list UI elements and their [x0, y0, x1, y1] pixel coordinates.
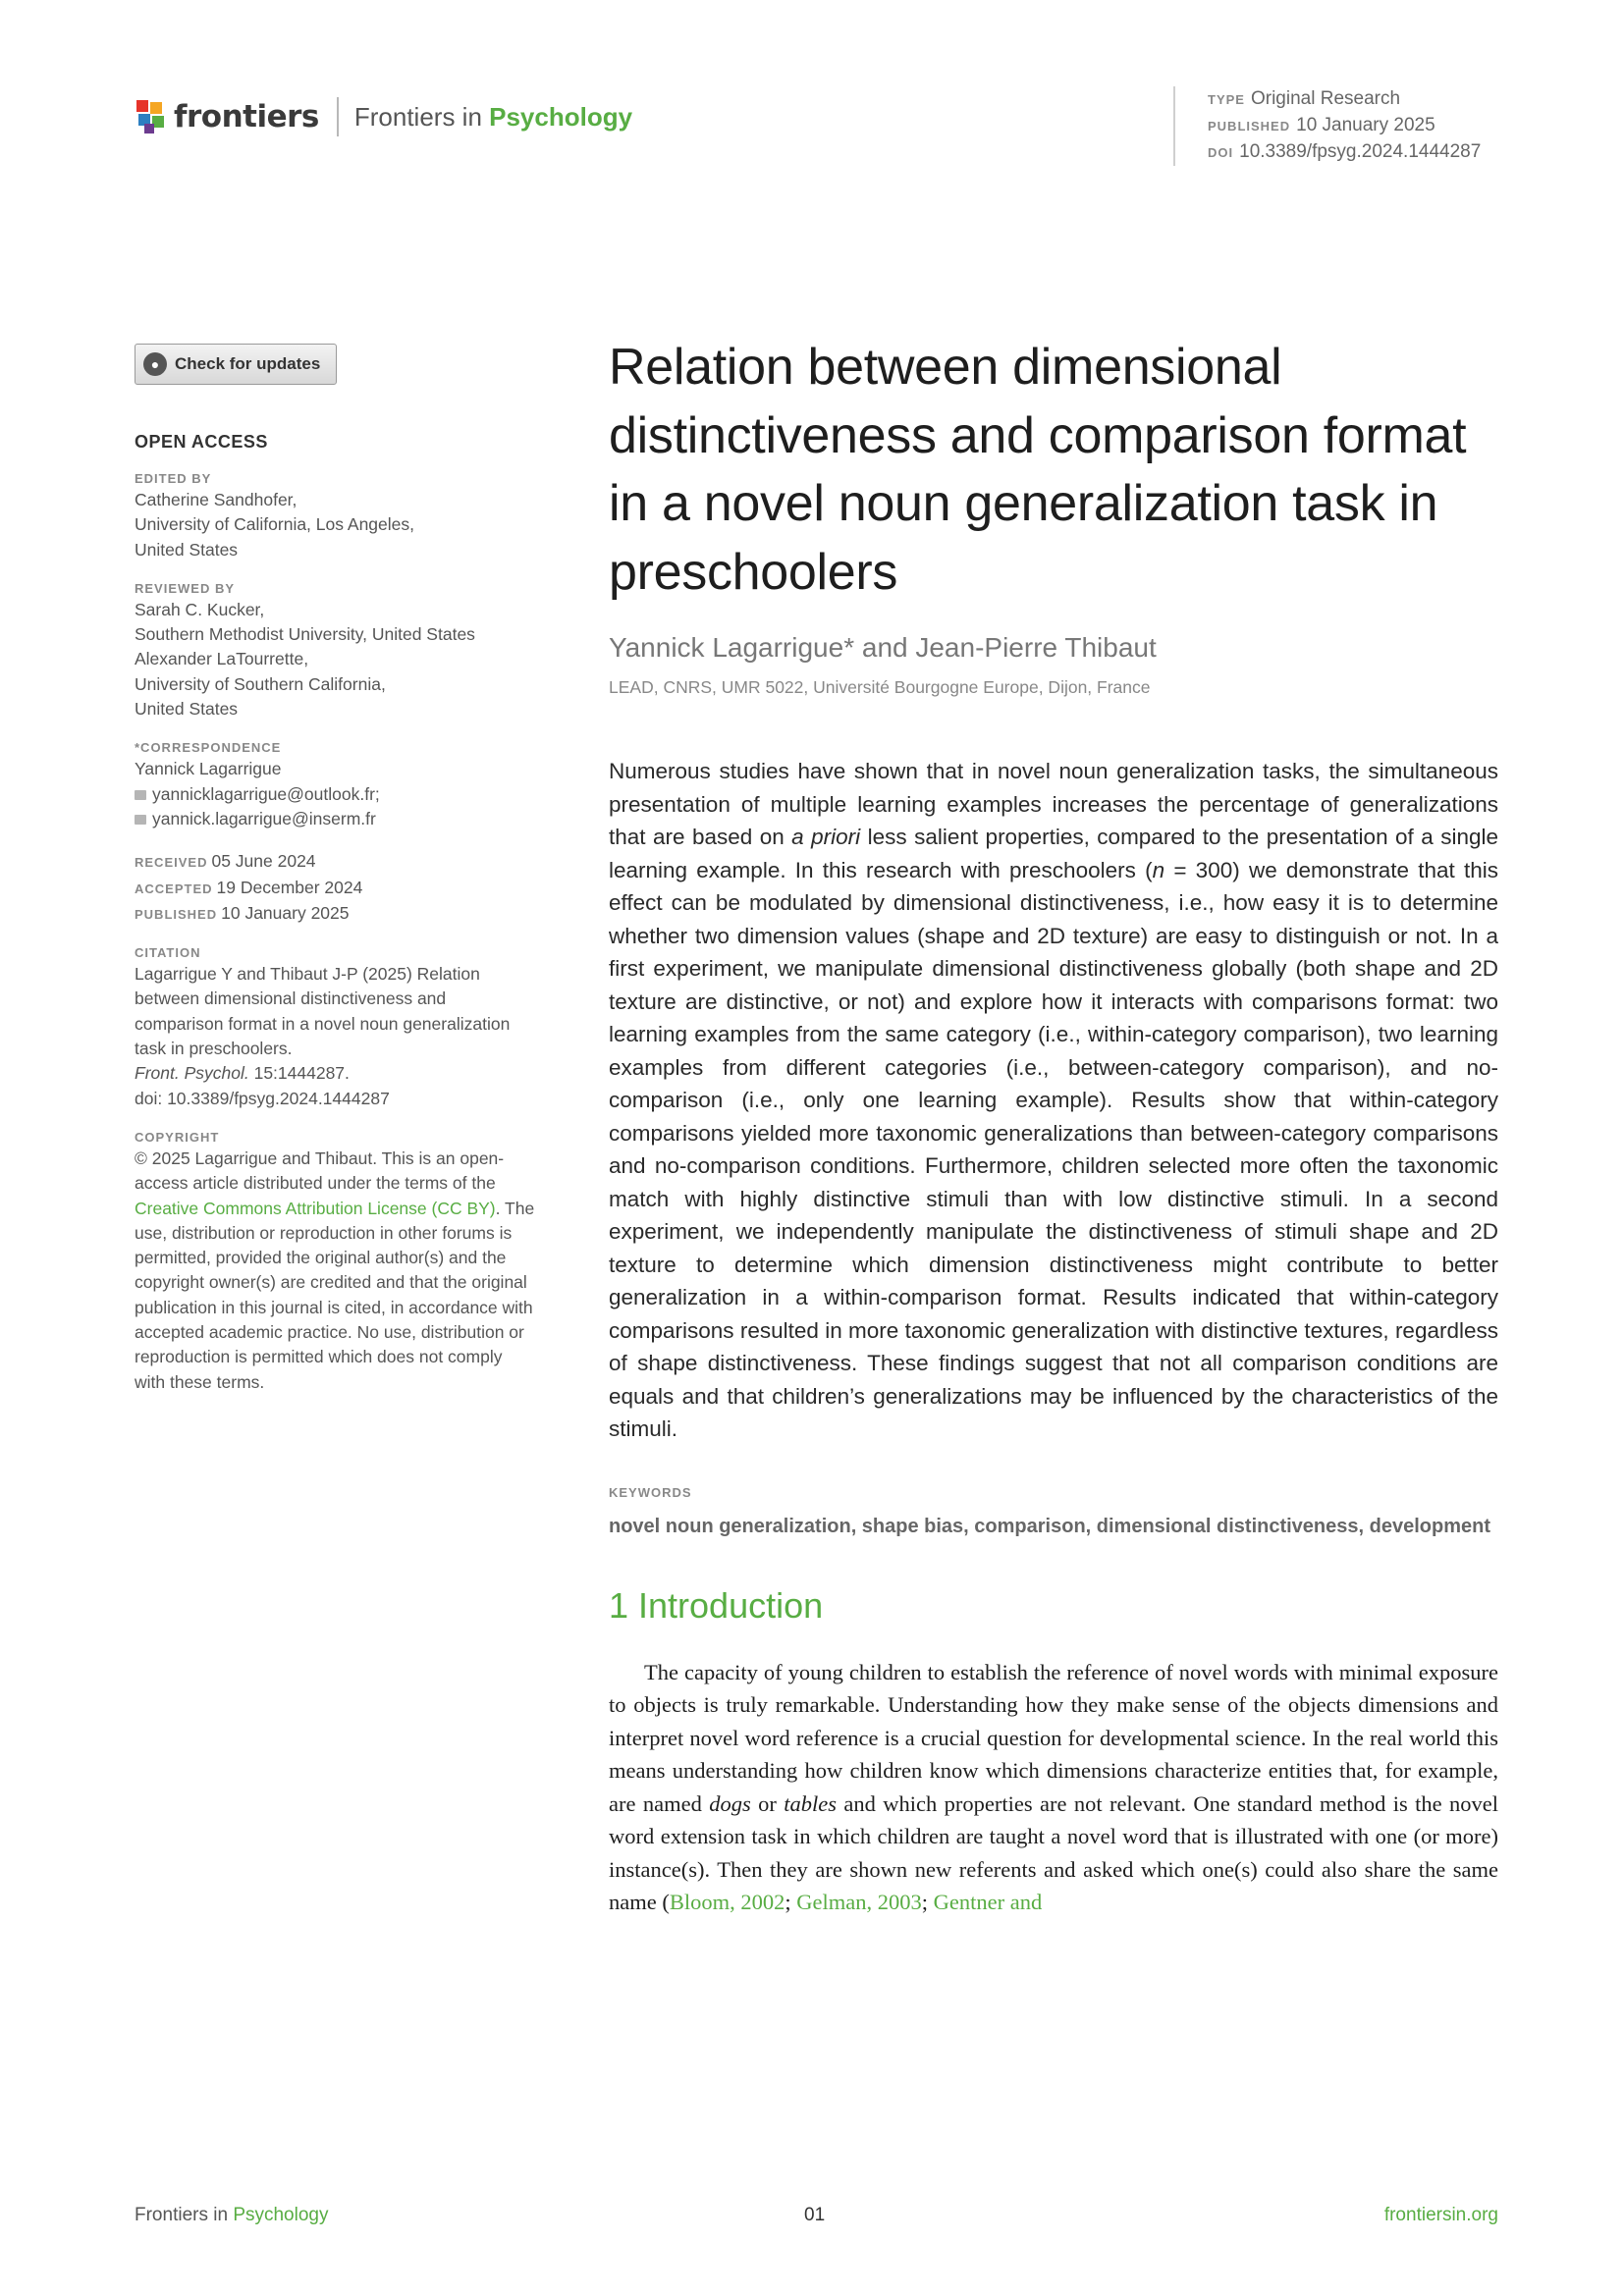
- frontiers-logo-icon: [135, 98, 168, 135]
- article-meta: [1173, 86, 1481, 166]
- citation-body: Lagarrigue Y and Thibaut J-P (2025) Relation between dimensional distinctiveness and comparison format in a novel noun generalization task in preschoolers.: [135, 964, 511, 1059]
- citation-text: [135, 962, 537, 1111]
- editor-line: United States: [135, 539, 239, 560]
- date-value: 10 January 2025: [221, 902, 350, 923]
- footer-journal-prefix: Frontiers in: [135, 2205, 234, 2225]
- section-heading-introduction: 1 Introduction: [609, 1584, 824, 1626]
- brand-divider: [337, 97, 339, 136]
- correspondence-name: Yannick Lagarrigue: [135, 759, 282, 779]
- editor-line: University of California, Los Angeles,: [135, 514, 414, 535]
- copyright-block: [135, 1129, 537, 1395]
- page-number: 01: [804, 2205, 826, 2225]
- reference-link[interactable]: Gelman, 2003: [796, 1890, 922, 1914]
- frontiers-wordmark: frontiers: [174, 99, 319, 134]
- footer-site-link[interactable]: frontiersin.org: [1383, 2205, 1498, 2225]
- ref-separator: ;: [785, 1890, 797, 1914]
- meta-published: [1208, 113, 1481, 139]
- sidebar: [135, 344, 537, 1395]
- open-access-label: OPEN ACCESS: [135, 432, 268, 452]
- abstract-italic: a priori: [791, 825, 861, 849]
- keywords-head: KEYWORDS: [609, 1484, 692, 1500]
- intro-italic: dogs: [709, 1790, 751, 1816]
- journal-name[interactable]: [354, 102, 632, 133]
- footer-journal-accent: Psychology: [233, 2205, 329, 2225]
- reviewer-line: Sarah C. Kucker,: [135, 599, 265, 619]
- brand-header: [135, 95, 632, 138]
- copyright-before: © 2025 Lagarrigue and Thibaut. This is an open-access article distributed under the terms of the: [135, 1148, 505, 1194]
- copyright-after: . The use, distribution or reproduction in other forums is permitted, provided the original author(s) and the copyright owner(s) are credited and that the original publication in this journal is cited, in accordance with accepted academic practice. No use, distribution or reproduction is permitted which does not comply with these terms.: [135, 1198, 535, 1392]
- reviewer-line: Southern Methodist University, United States: [135, 624, 475, 645]
- journal-accent: Psychology: [489, 101, 633, 132]
- keywords: novel noun generalization, shape bias, comparison, dimensional distinctiveness, development: [609, 1515, 1490, 1537]
- meta-type: [1208, 86, 1481, 113]
- introduction-paragraph: [609, 1656, 1498, 1919]
- meta-key: PUBLISHED: [1208, 119, 1291, 133]
- edited-by-head: EDITED BY: [135, 471, 212, 486]
- intro-text: and which properties are not relevant. One standard method is the novel word extension task in which children are taught a novel word that is illustrated with one (or more) instance(s). Then they are shown new referents and asked which one(s) could also share the same name (: [609, 1790, 1498, 1914]
- article-main: [609, 334, 1498, 1919]
- meta-doi[interactable]: [1208, 139, 1481, 166]
- check-updates-label: Check for updates: [175, 354, 321, 373]
- footer-journal[interactable]: [135, 2205, 328, 2226]
- reviewer-line: United States: [135, 699, 239, 720]
- date-value: 05 June 2024: [211, 851, 316, 872]
- date-key: PUBLISHED: [135, 906, 218, 922]
- abstract-text: Numerous studies have shown that in novel noun generalization tasks, the simultaneous presentation of multiple learning examples increases the percentage of generalizations that are based on: [609, 759, 1498, 849]
- article-affiliation: LEAD, CNRS, UMR 5022, Université Bourgogne Europe, Dijon, France: [609, 677, 1151, 697]
- reference-link[interactable]: Gentner and: [933, 1890, 1043, 1914]
- correspondence-head: *CORRESPONDENCE: [135, 740, 282, 756]
- journal-prefix: Frontiers in: [353, 101, 490, 132]
- mail-icon: [135, 815, 146, 825]
- meta-key: TYPE: [1208, 92, 1245, 107]
- email-link[interactable]: yannick.lagarrigue@inserm.fr: [152, 808, 376, 828]
- date-key: RECEIVED: [135, 855, 208, 871]
- date-key: ACCEPTED: [135, 881, 213, 896]
- email-line[interactable]: [135, 782, 537, 807]
- edited-by-block: [135, 470, 537, 562]
- dates-block: [135, 849, 537, 927]
- article-authors: Yannick Lagarrigue* and Jean-Pierre Thibaut: [609, 632, 1157, 663]
- meta-value: 10 January 2025: [1296, 115, 1435, 135]
- bookmark-icon: ●: [143, 352, 167, 376]
- date-value: 19 December 2024: [216, 877, 363, 897]
- meta-key: DOI: [1208, 145, 1234, 160]
- citation-block: [135, 944, 537, 1111]
- ref-separator: ;: [921, 1890, 934, 1914]
- check-for-updates-button[interactable]: [135, 344, 337, 385]
- copyright-head: COPYRIGHT: [135, 1129, 220, 1145]
- citation-head: CITATION: [135, 945, 201, 961]
- cc-license-link[interactable]: Creative Commons Attribution License (CC BY): [135, 1198, 496, 1218]
- abstract: [609, 755, 1498, 1446]
- date-accepted: [135, 876, 537, 901]
- citation-journal: Front. Psychol.: [135, 1063, 249, 1084]
- copyright-text: [135, 1147, 537, 1395]
- citation-volume: 15:1444287.: [248, 1063, 350, 1084]
- intro-text: or: [750, 1790, 785, 1816]
- citation-doi[interactable]: doi: 10.3389/fpsyg.2024.1444287: [135, 1088, 390, 1108]
- meta-value: Original Research: [1250, 88, 1401, 109]
- reviewer-line: University of Southern California,: [135, 673, 386, 694]
- meta-value[interactable]: 10.3389/fpsyg.2024.1444287: [1239, 141, 1482, 162]
- reference-link[interactable]: Bloom, 2002: [669, 1890, 785, 1914]
- article-title: Relation between dimensional distinctiveness and comparison format in a novel noun generalization task in preschoolers: [609, 339, 1467, 601]
- date-received: [135, 849, 537, 875]
- mail-icon: [135, 790, 146, 800]
- email-line[interactable]: [135, 807, 537, 831]
- reviewer-line: Alexander LaTourrette,: [135, 649, 309, 669]
- reviewed-by-block: [135, 580, 537, 721]
- abstract-text: less salient properties, compared to the presentation of a single learning example. In this research with preschoolers (: [609, 825, 1498, 882]
- abstract-italic: n: [1152, 857, 1165, 882]
- editor-line: Catherine Sandhofer,: [135, 490, 298, 509]
- intro-text: The capacity of young children to establish the reference of novel words with minimal exposure to objects is truly remarkable. Understanding how they make sense of the objects dimensions and interpret novel word reference is a crucial question for developmental science. In the real world this means understanding how children know which dimensions characterize entities that, for example, are named: [609, 1659, 1498, 1816]
- reviewed-by-head: REVIEWED BY: [135, 580, 236, 596]
- intro-italic: tables: [784, 1790, 837, 1816]
- email-link[interactable]: yannicklagarrigue@outlook.fr;: [152, 783, 380, 804]
- abstract-text: = 300) we demonstrate that this effect can be modulated by dimensional distinctiveness, i.e., how easy it is to determine whether two dimension values (shape and 2D texture) are easy to distinguish or not. In a first experiment, we manipulate dimensional distinctiveness globally (both shape and 2D texture are distinctive, or not) and explore how it interacts with comparisons format: two learning examples from the same category (i.e., within-category comparison), two learning examples from different categories (i.e., between-category comparison), and no-comparison (i.e., only one learning example). Results show that within-category comparisons yielded more taxonomic generalizations than between-category comparisons and no-comparison conditions. Furthermore, children selected more often the taxonomic match with highly distinctive stimuli than with low distinctive stimuli. In a second experiment, we independently manipulate the distinctiveness of stimuli shape and 2D texture to determine which dimension distinctiveness might contribute to better generalization in a within-comparison format. Results indicated that within-category comparisons resulted in more taxonomic generalization with distinctive textures, regardless of shape distinctiveness. These findings suggest that not all comparison conditions are equals and that children’s generalizations may be influenced by the characteristics of the stimuli.: [609, 857, 1498, 1441]
- correspondence-block: [135, 739, 537, 831]
- date-published: [135, 901, 537, 927]
